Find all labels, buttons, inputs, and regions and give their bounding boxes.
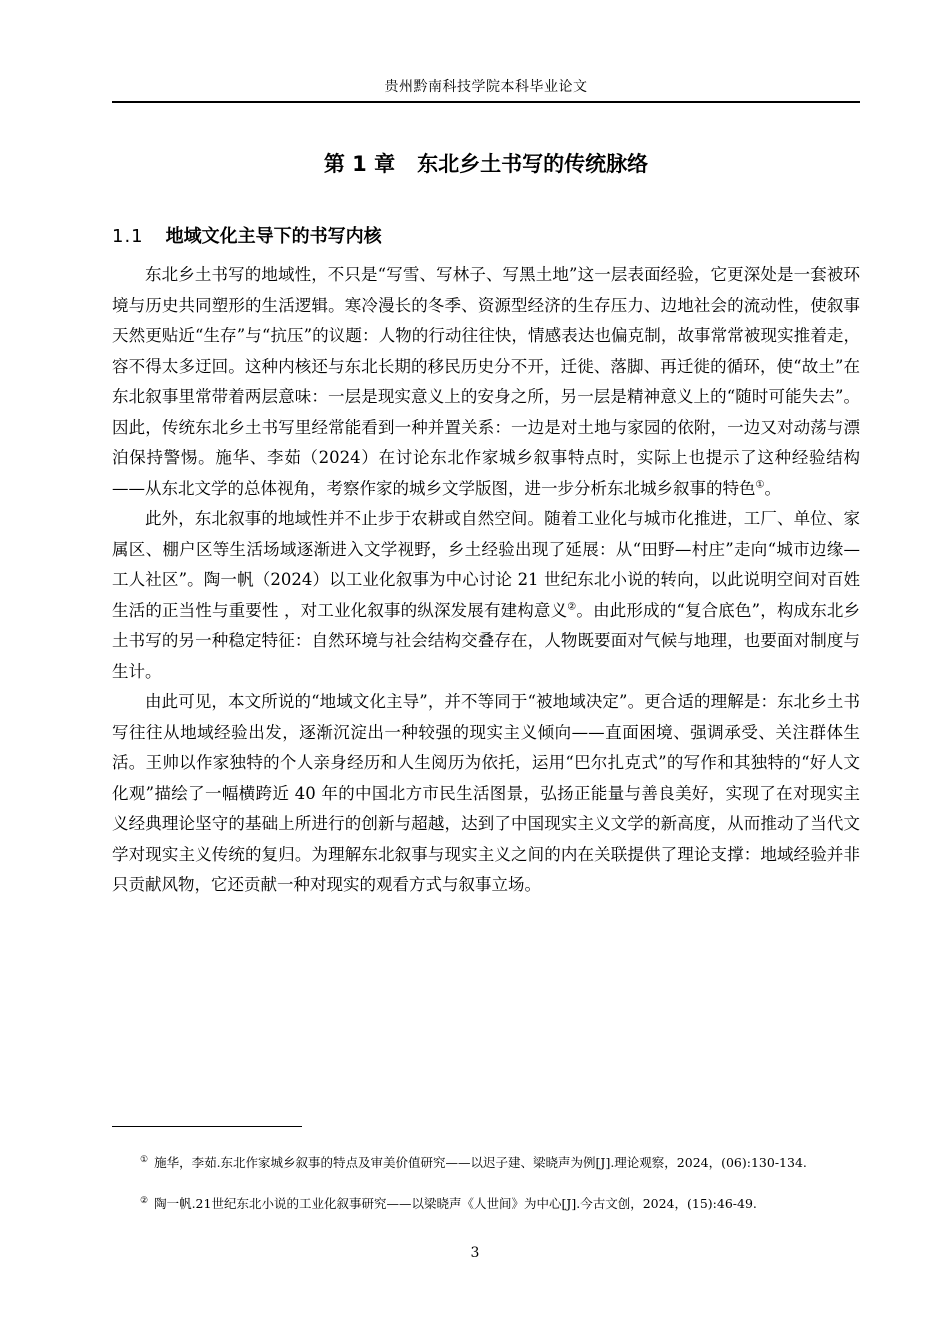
paragraph-text: 东北乡土书写的地域性，不只是“写雪、写林子、写黑土地”这一层表面经验，它更深处是一套被环境与历史共同塑形的生活逻辑。寒冷漫长的冬季、资源型经济的生存压力、边地社会的流动性，使叙事天然更贴近“生存”与“抗压”的议题：人物的行动往往快，情感表达也偏克制，故事常常被现实推着走，容不得太多迂回。这种内核还与东北长期的移民历史分不开，迁徙、落脚、再迁徙的循环，使“故土”在东北叙事里常带着两层意味：一层是现实意义上的安身之所，另一层是精神意义上的“随时可能失去”。因此，传统东北乡土书写里经常能看到一种并置关系：一边是对土地与家园的依附，一边又对动荡与漂泊保持警惕。施华、李茹（2024）在讨论东北作家城乡叙事特点时，实际上也提示了这种经验结构——从东北文学的总体视角，考察作家的城乡文学版图，进一步分析东北城乡叙事的特色 <box>112 265 860 498</box>
paragraph-text: 由此可见，本文所说的“地域文化主导”，并不等同于“被地域决定”。更合适的理解是：东北乡土书写往往从地域经验出发，逐渐沉淀出一种较强的现实主义倾向——直面困境、强调承受、关注群体生活。王帅以作家独特的个人亲身经历和人生阅历为依托，运用“巴尔扎克式”的写作和其独特的“好人文化观”描绘了一幅横跨近 40 年的中国北方市民生活图景，弘扬正能量与善良美好，实现了在对现实主义经典理论坚守的基础上所进行的创新与超越，达到了中国现实主义文学的新高度，从而推动了当代文学对现实主义传统的复归。为理解东北叙事与现实主义之间的内在关联提供了理论支撑：地域经验并非只贡献风物，它还贡献一种对现实的观看方式与叙事立场。 <box>112 692 860 894</box>
footnote-divider <box>112 1126 302 1127</box>
footnote-ref[interactable]: ① <box>755 479 765 490</box>
footnote-text: 陶一帆.21世纪东北小说的工业化叙事研究——以梁晓声《人世间》为中心[J].今古文创，2024，(15):46-49. <box>154 1196 757 1212</box>
footnotes <box>112 1148 860 1230</box>
section-title: 地域文化主导下的书写内核 <box>165 226 382 247</box>
paragraph-text: 此外，东北叙事的地域性并不止步于农耕或自然空间。随着工业化与城市化推进，工厂、单位、家属区、棚户区等生活场域逐渐进入文学视野，乡土经验出现了延展：从“田野—村庄”走向“城市边缘—工人社区”。陶一帆（2024）以工业化叙事为中心讨论 21 世纪东北小说的转向，以此说明空间对百姓生活的正当性与重要性 ，对工业化叙事的纵深发展有建构意义 <box>112 509 860 620</box>
footnote <box>112 1148 860 1175</box>
paragraph <box>112 687 860 901</box>
running-header: 贵州黔南科技学院本科毕业论文 <box>384 79 588 95</box>
body-text <box>112 260 860 901</box>
footnote <box>112 1189 860 1216</box>
chapter-title: 东北乡土书写的传统脉络 <box>417 152 649 176</box>
footnote-mark: ② <box>140 1196 149 1207</box>
page-number: 3 <box>470 1245 480 1261</box>
section-number: 1.1 <box>112 226 144 247</box>
chapter-number: 第 1 章 <box>323 152 396 176</box>
footnote-ref[interactable]: ② <box>567 601 577 612</box>
chapter-heading <box>112 148 860 178</box>
footnote-text: 施华，李茹.东北作家城乡叙事的特点及审美价值研究——以迟子建、梁晓声为例[J].理论观察，2024，(06):130-134. <box>154 1155 807 1171</box>
section-heading <box>112 222 382 248</box>
header-divider <box>112 101 860 103</box>
footnote-mark: ① <box>140 1155 149 1165</box>
paragraph <box>112 260 860 504</box>
paragraph-tail: 。由此形成的“复合底色”，构成东北乡土书写的另一种稳定特征：自然环境与社会结构交叠存在，人物既要面对气候与地理，也要面对制度与生计。 <box>112 600 861 681</box>
paragraph <box>112 504 860 687</box>
paragraph-tail: 。 <box>764 478 781 498</box>
